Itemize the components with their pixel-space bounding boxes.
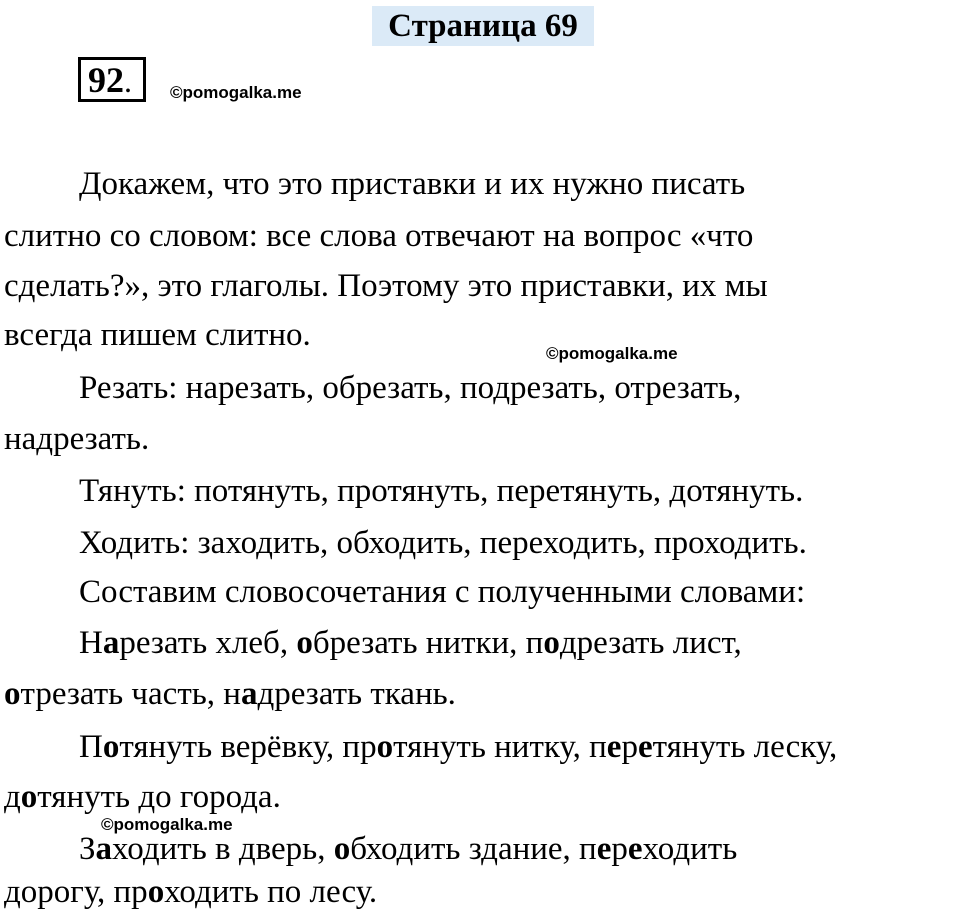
text-segment: резать хлеб, [119, 625, 297, 661]
paragraph-line: надрезать. [4, 421, 150, 457]
task-number-value: 92 [88, 60, 124, 100]
task-number-dot: . [124, 63, 132, 99]
highlighted-letter: о [102, 729, 120, 765]
text-segment: р [611, 831, 628, 867]
task-number [78, 57, 146, 102]
paragraph-line: сделать?», это глаголы. Поэтому это приставки, их мы [4, 268, 768, 304]
text-segment: П [79, 729, 103, 765]
highlighted-letter: е [596, 831, 612, 867]
highlighted-letter: е [637, 729, 653, 765]
text-segment: тянуть до города. [37, 779, 281, 815]
highlighted-letter: о [20, 779, 38, 815]
page-title: Страница 69 [372, 6, 594, 46]
text-segment: дорогу, пр [4, 874, 148, 910]
highlighted-letter: а [240, 676, 258, 712]
highlighted-letter: а [102, 625, 120, 661]
highlighted-letter: о [376, 729, 394, 765]
paragraph-line: всегда пишем слитно. [4, 317, 311, 353]
text-segment: З [79, 831, 96, 867]
highlighted-letter: о [543, 625, 560, 661]
highlighted-letter: е [627, 831, 643, 867]
text-segment: тянуть нитку, п [393, 729, 607, 765]
paragraph-line [79, 830, 737, 868]
paragraph-line: Тянуть: потянуть, протянуть, перетянуть, дотянуть. [79, 473, 804, 509]
paragraph-line [79, 624, 742, 662]
paragraph-line: Составим словосочетания с полученными словами: [79, 574, 806, 610]
paragraph-line [4, 873, 377, 911]
highlighted-letter: о [147, 874, 165, 910]
text-segment: ходить [642, 831, 738, 867]
text-segment: Н [79, 625, 103, 661]
paragraph-line: Докажем, что это приставки и их нужно писать [79, 166, 746, 202]
paragraph-line: слитно со словом: все слова отвечают на вопрос «что [4, 218, 754, 254]
watermark: ©pomogalka.me [170, 83, 302, 102]
text-segment: дрезать лист, [559, 625, 742, 661]
paragraph-line [4, 778, 281, 816]
text-segment: тянуть верёвку, пр [119, 729, 377, 765]
watermark: ©pomogalka.me [101, 815, 233, 834]
text-segment: р [621, 729, 638, 765]
paragraph-line [4, 675, 456, 713]
highlighted-letter: о [333, 831, 351, 867]
watermark: ©pomogalka.me [546, 344, 678, 363]
text-segment: бходить здание, п [350, 831, 597, 867]
text-segment: ходить в дверь, [112, 831, 334, 867]
text-segment: тянуть леску, [652, 729, 838, 765]
highlighted-letter: е [606, 729, 622, 765]
paragraph-line: Резать: нарезать, обрезать, подрезать, отрезать, [79, 370, 742, 406]
text-segment: ходить по лесу. [164, 874, 378, 910]
text-segment: д [4, 779, 21, 815]
highlighted-letter: о [4, 676, 21, 712]
text-segment: трезать часть, н [20, 676, 241, 712]
highlighted-letter: о [296, 625, 313, 661]
paragraph-line [79, 728, 837, 766]
text-segment: дрезать ткань. [257, 676, 456, 712]
paragraph-line: Ходить: заходить, обходить, переходить, проходить. [79, 525, 807, 561]
text-segment: брезать нитки, п [312, 625, 544, 661]
highlighted-letter: а [95, 831, 113, 867]
